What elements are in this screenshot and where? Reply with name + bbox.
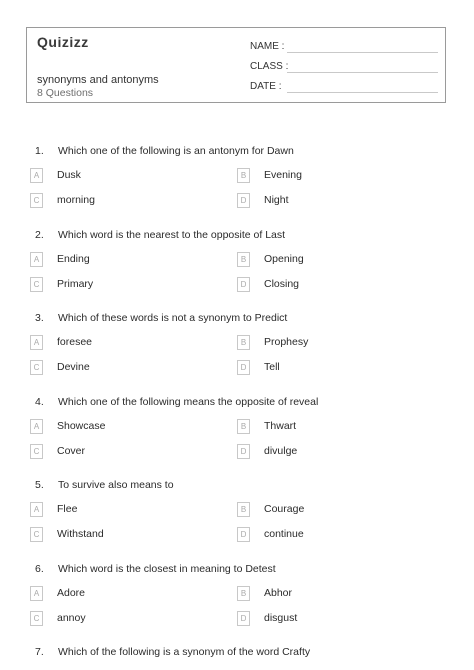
option-letter-box: B (237, 502, 250, 517)
option-text: Withstand (57, 528, 104, 540)
question-number: 4. (35, 395, 44, 408)
question-number: 1. (35, 145, 44, 157)
option-letter-box: D (237, 611, 250, 626)
class-field (250, 61, 288, 72)
name-line (287, 52, 438, 53)
option-letter-box: A (30, 502, 43, 517)
class-label: CLASS : (250, 61, 289, 72)
question-number: 3. (35, 312, 44, 324)
option-letter-box: A (30, 419, 43, 434)
date-line (287, 92, 438, 93)
option-letter-box: D (237, 444, 250, 459)
option-text: Abhor (264, 586, 293, 599)
option-letter-box: A (30, 586, 43, 601)
option-text: Cover (57, 444, 86, 457)
option-text: Devine (57, 361, 90, 373)
option-text: Adore (57, 586, 86, 599)
option-letter-box: A (30, 168, 43, 183)
option-text: Night (264, 194, 289, 206)
option-text: Evening (264, 169, 302, 181)
question-text: Which one of the following is an antonym for Dawn (58, 145, 294, 157)
class-line (287, 72, 438, 73)
option-text: Primary (57, 277, 94, 290)
option-text: Flee (57, 503, 78, 515)
question-text: Which of these words is not a synonym to Predict (58, 312, 288, 324)
option-text: Dusk (57, 169, 81, 181)
name-label: NAME : (250, 41, 285, 52)
option-letter-box: C (30, 527, 43, 542)
option-text: Closing (264, 277, 300, 290)
option-text: Thwart (264, 419, 297, 432)
option-letter-box: C (30, 360, 43, 375)
option-text: morning (57, 194, 95, 206)
question-number: 5. (35, 479, 44, 491)
option-text: disgust (264, 611, 298, 624)
worksheet-header (26, 27, 446, 103)
question-count: 8 Questions (37, 87, 94, 99)
option-text: Tell (264, 361, 280, 373)
question-text: Which word is the nearest to the opposite of Last (58, 228, 286, 241)
option-letter-box: B (237, 168, 250, 183)
name-field (250, 41, 284, 52)
question-text: Which one of the following means the opposite of reveal (58, 395, 319, 408)
quizizz-logo: Quizizz (37, 34, 89, 50)
option-text: Opening (264, 252, 304, 265)
option-text: annoy (57, 611, 86, 624)
option-text: Prophesy (264, 336, 309, 348)
question-number: 7. (35, 646, 44, 658)
option-letter-box: C (30, 277, 43, 292)
date-label: DATE : (250, 81, 282, 92)
option-text: Courage (264, 503, 305, 515)
option-letter-box: A (30, 335, 43, 350)
option-letter-box: C (30, 444, 43, 459)
option-text: divulge (264, 444, 298, 457)
option-text: Showcase (57, 419, 106, 432)
option-text: Ending (57, 252, 90, 265)
worksheet-title: synonyms and antonyms (37, 74, 159, 86)
question-text: Which word is the closest in meaning to Detest (58, 562, 276, 575)
option-text: continue (264, 528, 304, 540)
date-field (250, 81, 281, 92)
option-letter-box: D (237, 527, 250, 542)
question-text: Which of the following is a synonym of the word Crafty (58, 646, 311, 658)
question-text: To survive also means to (58, 479, 174, 491)
option-letter-box: B (237, 335, 250, 350)
question-number: 6. (35, 562, 44, 575)
option-letter-box: C (30, 193, 43, 208)
option-letter-box: B (237, 419, 250, 434)
option-letter-box: D (237, 193, 250, 208)
option-letter-box: B (237, 252, 250, 267)
option-letter-box: A (30, 252, 43, 267)
option-letter-box: C (30, 611, 43, 626)
option-letter-box: D (237, 277, 250, 292)
question-number: 2. (35, 228, 44, 241)
option-text: foresee (57, 336, 93, 348)
option-letter-box: B (237, 586, 250, 601)
option-letter-box: D (237, 360, 250, 375)
